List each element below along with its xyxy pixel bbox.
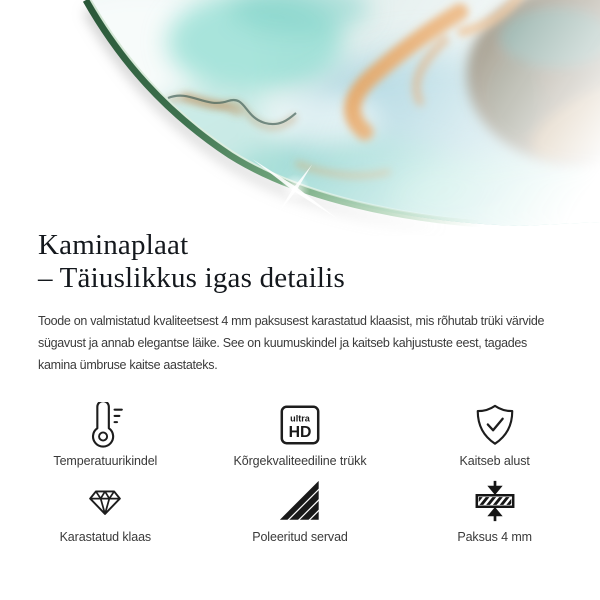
thickness-icon bbox=[472, 475, 518, 527]
page-title bbox=[38, 229, 345, 295]
feature-ultra-hd bbox=[203, 399, 398, 475]
svg-text:ultra: ultra bbox=[290, 413, 310, 424]
feature-label: Poleeritud servad bbox=[252, 530, 348, 544]
diamond-icon bbox=[82, 475, 128, 527]
page-title-line2: – Täiuslikkus igas detailis bbox=[38, 262, 345, 294]
feature-karastatud-klaas bbox=[8, 475, 203, 551]
feature-label: Temperatuurikindel bbox=[53, 454, 158, 468]
ultra-hd-icon bbox=[277, 399, 323, 451]
glass-plate-art bbox=[0, 0, 600, 236]
features-grid bbox=[8, 399, 592, 551]
description-line: sügavust ja annab elegantse läike. See on kuumuskindel ja kaitseb kahjustuste eest, tagades bbox=[38, 336, 528, 350]
feature-label: Karastatud klaas bbox=[59, 530, 152, 544]
description-line: Toode on valmistatud kvaliteetsest 4 mm paksusest karastatud klaasist, mis rõhutab trüki värvide bbox=[38, 314, 545, 328]
feature-poleeritud-servad bbox=[203, 475, 398, 551]
polished-edges-icon bbox=[277, 475, 323, 527]
feature-label: Paksus 4 mm bbox=[457, 530, 532, 544]
feature-paksus-4mm bbox=[397, 475, 592, 551]
feature-label: Kaitseb alust bbox=[459, 454, 530, 468]
shield-check-icon bbox=[472, 399, 518, 451]
svg-text:HD: HD bbox=[288, 423, 312, 441]
page-title-line1: Kaminaplaat bbox=[38, 229, 189, 261]
feature-kaitseb-alust bbox=[397, 399, 592, 475]
description-line: kamina ümbruse kaitse aastateks. bbox=[38, 358, 218, 372]
thermometer-icon bbox=[82, 399, 128, 451]
feature-label: Kõrgekvaliteediline trükk bbox=[233, 454, 367, 468]
feature-temperatuurikindel bbox=[8, 399, 203, 475]
product-description bbox=[38, 310, 544, 376]
glass-plate-image bbox=[0, 0, 600, 236]
